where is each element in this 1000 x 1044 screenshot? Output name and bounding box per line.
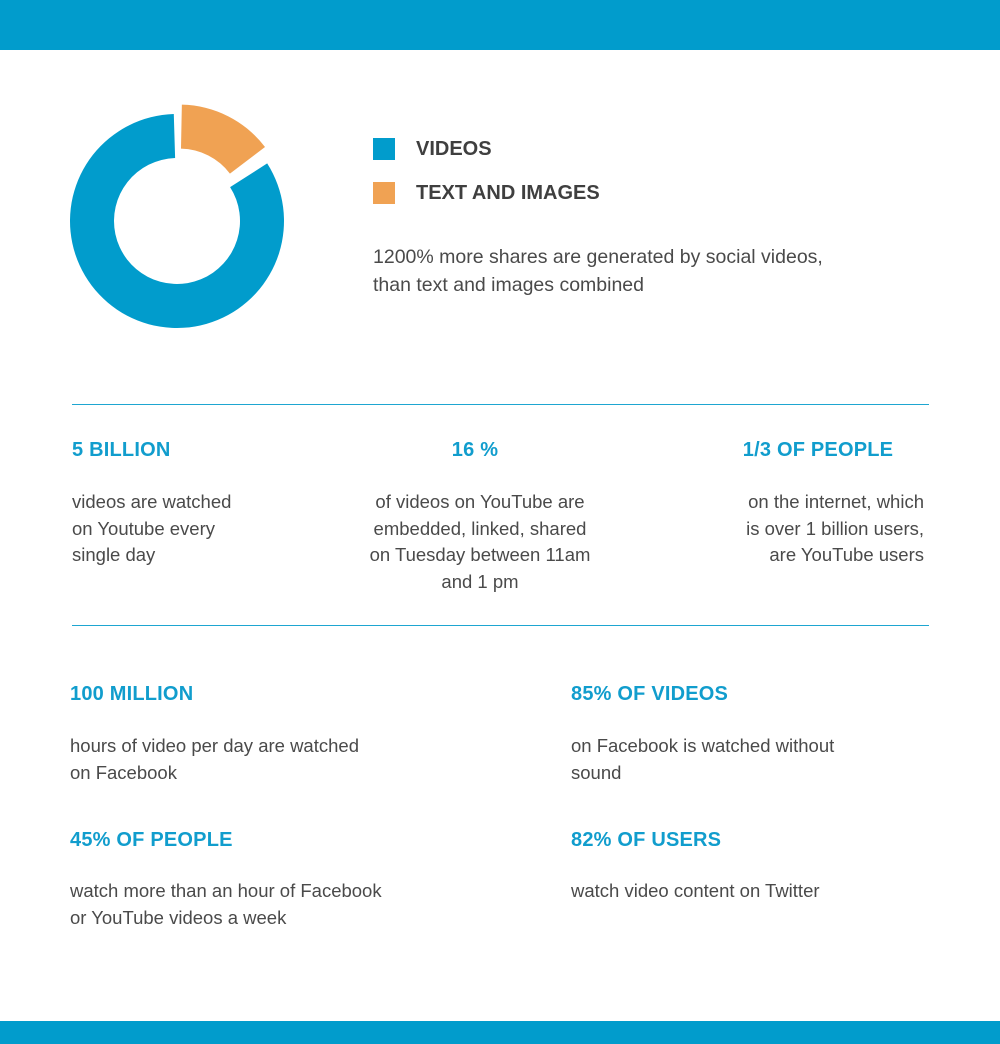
- stat-body-16-percent: [345, 489, 615, 595]
- stat-body-82-users: [571, 878, 951, 905]
- donut-slice-text-and-images: [181, 105, 265, 174]
- stat-line: watch more than an hour of Facebook: [70, 880, 382, 901]
- stat-title-85-videos: 85% OF VIDEOS: [571, 683, 729, 705]
- stat-title-45-people: 45% OF PEOPLE: [70, 829, 233, 851]
- stat-title-82-users: 82% OF USERS: [571, 829, 722, 851]
- stat-line: of videos on YouTube are: [375, 491, 585, 512]
- stat-line: on the internet, which: [748, 491, 924, 512]
- divider-bottom: [72, 625, 929, 626]
- summary-text: [373, 243, 933, 299]
- stat-line: embedded, linked, shared: [373, 517, 587, 539]
- bottom-banner: [0, 1021, 1000, 1044]
- stat-line: are YouTube users: [769, 544, 924, 565]
- stat-body-1-3-people: [664, 489, 924, 569]
- legend-item-videos: [373, 127, 600, 171]
- legend-label-videos: VIDEOS: [416, 137, 492, 160]
- stat-line: or YouTube videos a week: [70, 906, 287, 928]
- stat-line: on Facebook: [70, 761, 177, 783]
- stat-body-85-videos: [571, 733, 951, 786]
- stat-title-16-percent: 16 %: [451, 439, 499, 461]
- stat-line: videos are watched: [72, 491, 232, 512]
- legend-swatch-videos: [373, 138, 395, 160]
- stat-line: watch video content on Twitter: [571, 880, 820, 901]
- stat-line: single day: [72, 544, 156, 565]
- summary-line-1: 1200% more shares are generated by social videos,: [373, 246, 823, 268]
- stat-line: is over 1 billion users,: [746, 517, 924, 539]
- stat-line: on Youtube every: [72, 517, 215, 539]
- donut-chart: [60, 95, 300, 345]
- stat-body-100-million: [70, 733, 490, 786]
- stat-title-100-million: 100 MILLION: [70, 683, 194, 705]
- legend-label-text-images: TEXT AND IMAGES: [416, 181, 600, 204]
- stat-body-5-billion: [72, 489, 332, 569]
- stat-title-1-3-people: 1/3 OF PEOPLE: [742, 439, 894, 461]
- divider-top: [72, 404, 929, 405]
- legend-item-text-images: [373, 171, 600, 215]
- stat-body-45-people: [70, 878, 490, 931]
- stat-line: on Tuesday between 11am: [369, 544, 591, 565]
- top-banner: [0, 0, 1000, 50]
- stat-line: hours of video per day are watched: [70, 735, 359, 756]
- stat-line: on Facebook is watched without: [571, 735, 835, 756]
- stat-title-5-billion: 5 BILLION: [72, 439, 171, 461]
- chart-legend: [373, 127, 600, 215]
- legend-swatch-text-images: [373, 182, 395, 204]
- stat-line: and 1 pm: [441, 570, 519, 592]
- summary-line-2: than text and images combined: [373, 274, 645, 296]
- stat-line: sound: [571, 761, 622, 783]
